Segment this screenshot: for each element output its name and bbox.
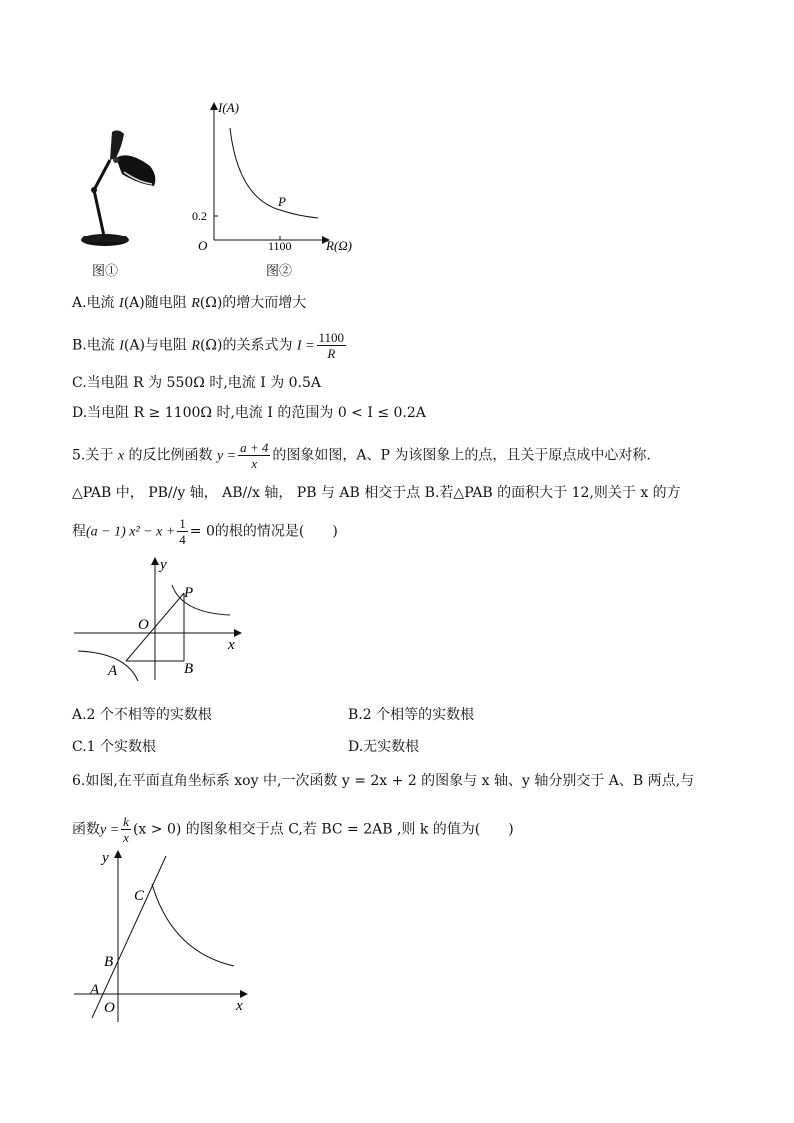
q5-option-c: C.1 个实数根 [72, 739, 157, 755]
q6-x-label: x [236, 998, 243, 1014]
q5-y-label: y [160, 557, 167, 573]
q6-line2: 函数y = $\frac{k}{x}$ (x > 0) 的图象相交于点 C,若 BC = 2AB ,则 k 的值为( ) [72, 814, 514, 845]
q5-x-label: x [228, 637, 235, 653]
q4-option-c: C.当电阻 R 为 550Ω 时,电流 I 为 0.5A [72, 375, 322, 391]
q5-line1: 5.关于 x 的反比例函数 y = $\frac{a + 4}{x}$ 的图象如图，A、P 为该图象上的点，且关于原点成中心对称. [72, 440, 651, 471]
q6-line1: 6.如图,在平面直角坐标系 xoy 中,一次函数 y = 2x + 2 的图象与 x 轴、y 轴分别交于 A、B 两点,与 [72, 773, 695, 789]
q6-figure [70, 848, 254, 1024]
q4-option-b: B.电流 I(A)与电阻 R(Ω)的关系式为 I = $\frac{1100}{R}$ [72, 330, 345, 361]
fraction-k-over-x: $\frac{k}{x}$ [123, 814, 129, 845]
figure2-caption: 图② [266, 264, 293, 279]
desk-lamp-image [72, 120, 162, 250]
q6-y-label: y [102, 850, 109, 866]
x-tick-label: 1100 [268, 239, 292, 253]
y-axis-label: I(A) [218, 100, 239, 115]
fraction-1-over-4: $\frac{1}{4}$ [179, 516, 186, 547]
q6-point-a: A [90, 982, 100, 998]
q5-option-a: A.2 个不相等的实数根 [72, 707, 212, 723]
q5-option-b: B.2 个相等的实数根 [348, 707, 475, 723]
fraction-1100-over-r: $\frac{1100}{R}$ [318, 330, 345, 361]
q4-option-a: A.电流 I(A)随电阻 R(Ω)的增大而增大 [72, 295, 307, 311]
q6-origin-label: O [104, 1000, 115, 1016]
point-p-label: P [278, 194, 286, 209]
q5-figure [70, 555, 250, 685]
figure1-caption: 图① [92, 264, 119, 279]
q6-point-b: B [104, 954, 114, 970]
origin-label: O [198, 238, 208, 253]
q5-point-b: B [184, 661, 194, 677]
q4-option-d: D.当电阻 R ≥ 1100Ω 时,电流 I 的范围为 0 < I ≤ 0.2A [72, 405, 426, 421]
x-axis-label: R(Ω) [326, 238, 352, 253]
q5-line2: △PAB 中， PB//y 轴， AB//x 轴， PB 与 AB 相交于点 B.若△PAB 的面积大于 12,则关于 x 的方 [72, 485, 681, 501]
q6-point-c: C [134, 888, 145, 904]
fraction-a-plus-4-over-x: $\frac{a + 4}{x}$ [240, 440, 269, 471]
q5-option-d: D.无实数根 [348, 739, 420, 755]
q5-point-p: P [184, 585, 194, 601]
y-tick-label: 0.2 [192, 209, 207, 223]
q5-point-a: A [108, 663, 118, 679]
q5-line3: 程(a − 1) x² − x + $\frac{1}{4}$ = 0的根的情况是( ) [72, 516, 338, 547]
q5-origin-label: O [138, 617, 149, 633]
inverse-curve [230, 128, 318, 218]
figure2-graph [188, 98, 368, 258]
